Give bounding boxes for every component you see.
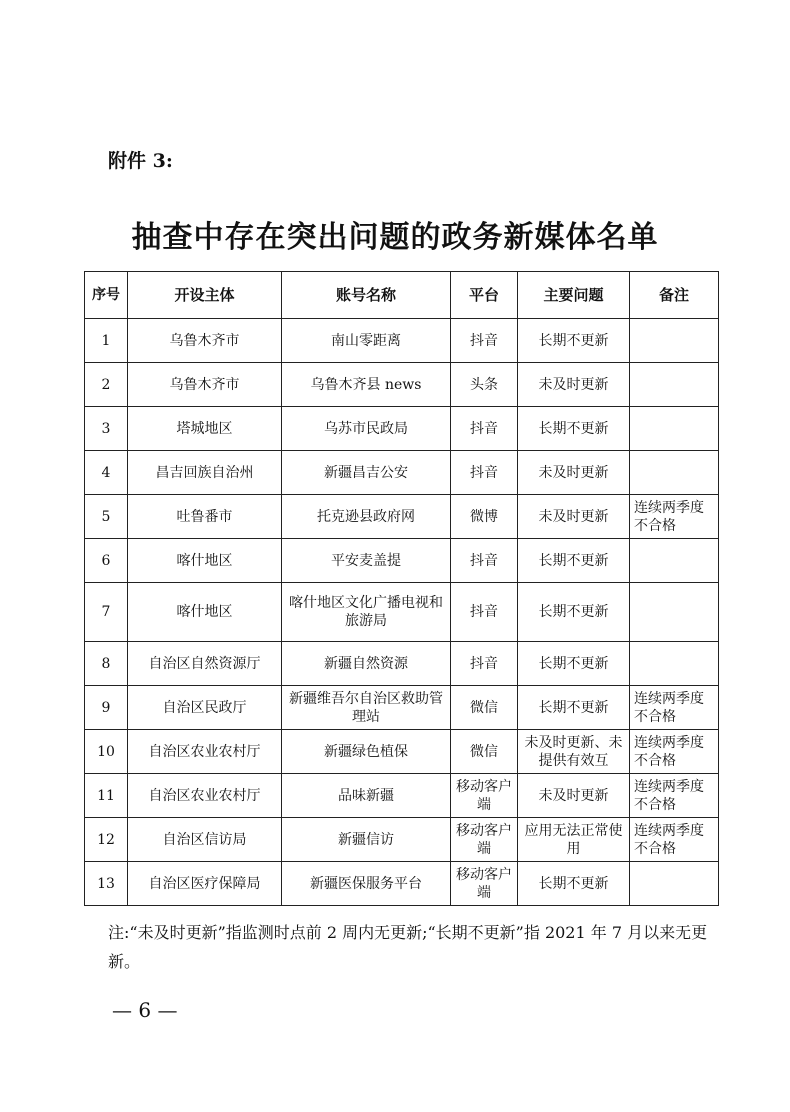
cell-seq: 3 (85, 407, 128, 451)
cell-platform: 抖音 (451, 642, 518, 686)
cell-owner: 喀什地区 (128, 539, 282, 583)
cell-issue: 长期不更新 (518, 862, 630, 906)
cell-account: 新疆绿色植保 (282, 730, 451, 774)
table-row (85, 363, 719, 407)
cell-account: 乌鲁木齐县 news (282, 363, 451, 407)
cell-owner: 自治区医疗保障局 (128, 862, 282, 906)
cell-account: 新疆信访 (282, 818, 451, 862)
cell-note (630, 451, 719, 495)
cell-seq: 8 (85, 642, 128, 686)
cell-issue: 长期不更新 (518, 319, 630, 363)
cell-seq: 10 (85, 730, 128, 774)
header-owner: 开设主体 (128, 272, 282, 319)
cell-account: 新疆昌吉公安 (282, 451, 451, 495)
cell-account: 平安麦盖提 (282, 539, 451, 583)
cell-seq: 2 (85, 363, 128, 407)
table-row (85, 862, 719, 906)
cell-issue: 长期不更新 (518, 686, 630, 730)
cell-owner: 自治区民政厅 (128, 686, 282, 730)
table-header-row (85, 272, 719, 319)
cell-account: 喀什地区文化广播电视和旅游局 (282, 583, 451, 642)
cell-owner: 塔城地区 (128, 407, 282, 451)
table-row (85, 539, 719, 583)
table-row (85, 642, 719, 686)
media-list-table (84, 271, 719, 906)
cell-note (630, 319, 719, 363)
cell-issue: 未及时更新 (518, 451, 630, 495)
cell-platform: 微信 (451, 686, 518, 730)
cell-platform: 微博 (451, 495, 518, 539)
cell-owner: 自治区信访局 (128, 818, 282, 862)
cell-note (630, 642, 719, 686)
cell-account: 新疆维吾尔自治区救助管理站 (282, 686, 451, 730)
cell-note (630, 862, 719, 906)
cell-note (630, 583, 719, 642)
cell-note: 连续两季度不合格 (630, 495, 719, 539)
cell-owner: 自治区农业农村厅 (128, 730, 282, 774)
header-issue: 主要问题 (518, 272, 630, 319)
header-platform: 平台 (451, 272, 518, 319)
attachment-label: 附件 3: (108, 150, 173, 172)
cell-issue: 应用无法正常使用 (518, 818, 630, 862)
table-row (85, 686, 719, 730)
cell-platform: 移动客户端 (451, 862, 518, 906)
table-row (85, 451, 719, 495)
page-number: — 6 — (112, 998, 178, 1022)
cell-owner: 吐鲁番市 (128, 495, 282, 539)
cell-owner: 自治区自然资源厅 (128, 642, 282, 686)
table-body (85, 319, 719, 906)
cell-platform: 抖音 (451, 451, 518, 495)
cell-issue: 长期不更新 (518, 583, 630, 642)
table-row (85, 818, 719, 862)
cell-account: 乌苏市民政局 (282, 407, 451, 451)
cell-issue: 长期不更新 (518, 539, 630, 583)
cell-note: 连续两季度不合格 (630, 774, 719, 818)
cell-seq: 1 (85, 319, 128, 363)
cell-account: 新疆医保服务平台 (282, 862, 451, 906)
cell-note (630, 539, 719, 583)
cell-owner: 乌鲁木齐市 (128, 363, 282, 407)
cell-issue: 长期不更新 (518, 642, 630, 686)
table-row (85, 495, 719, 539)
cell-seq: 11 (85, 774, 128, 818)
cell-platform: 抖音 (451, 583, 518, 642)
table-row (85, 319, 719, 363)
cell-platform: 头条 (451, 363, 518, 407)
cell-issue: 长期不更新 (518, 407, 630, 451)
cell-note: 连续两季度不合格 (630, 686, 719, 730)
cell-issue: 未及时更新 (518, 363, 630, 407)
header-seq: 序号 (85, 272, 128, 319)
table-row (85, 407, 719, 451)
cell-seq: 6 (85, 539, 128, 583)
table-row (85, 730, 719, 774)
cell-seq: 12 (85, 818, 128, 862)
cell-issue: 未及时更新 (518, 774, 630, 818)
cell-account: 托克逊县政府网 (282, 495, 451, 539)
table-row (85, 583, 719, 642)
cell-platform: 抖音 (451, 539, 518, 583)
cell-account: 南山零距离 (282, 319, 451, 363)
cell-platform: 抖音 (451, 319, 518, 363)
cell-owner: 乌鲁木齐市 (128, 319, 282, 363)
header-account: 账号名称 (282, 272, 451, 319)
cell-owner: 昌吉回族自治州 (128, 451, 282, 495)
document-title: 抽查中存在突出问题的政务新媒体名单 (131, 220, 659, 255)
header-note: 备注 (630, 272, 719, 319)
cell-note: 连续两季度不合格 (630, 730, 719, 774)
cell-owner: 喀什地区 (128, 583, 282, 642)
cell-account: 新疆自然资源 (282, 642, 451, 686)
cell-platform: 微信 (451, 730, 518, 774)
cell-note (630, 363, 719, 407)
cell-platform: 移动客户端 (451, 774, 518, 818)
cell-issue: 未及时更新、未提供有效互 (518, 730, 630, 774)
cell-seq: 9 (85, 686, 128, 730)
cell-seq: 7 (85, 583, 128, 642)
cell-note (630, 407, 719, 451)
cell-owner: 自治区农业农村厅 (128, 774, 282, 818)
cell-seq: 4 (85, 451, 128, 495)
cell-issue: 未及时更新 (518, 495, 630, 539)
cell-seq: 13 (85, 862, 128, 906)
cell-platform: 抖音 (451, 407, 518, 451)
cell-seq: 5 (85, 495, 128, 539)
cell-note: 连续两季度不合格 (630, 818, 719, 862)
cell-platform: 移动客户端 (451, 818, 518, 862)
cell-account: 品味新疆 (282, 774, 451, 818)
footnote: 注:“未及时更新”指监测时点前 2 周内无更新;“长期不更新”指 2021 年 7 月以来无更新。 (108, 923, 708, 971)
table-row (85, 774, 719, 818)
